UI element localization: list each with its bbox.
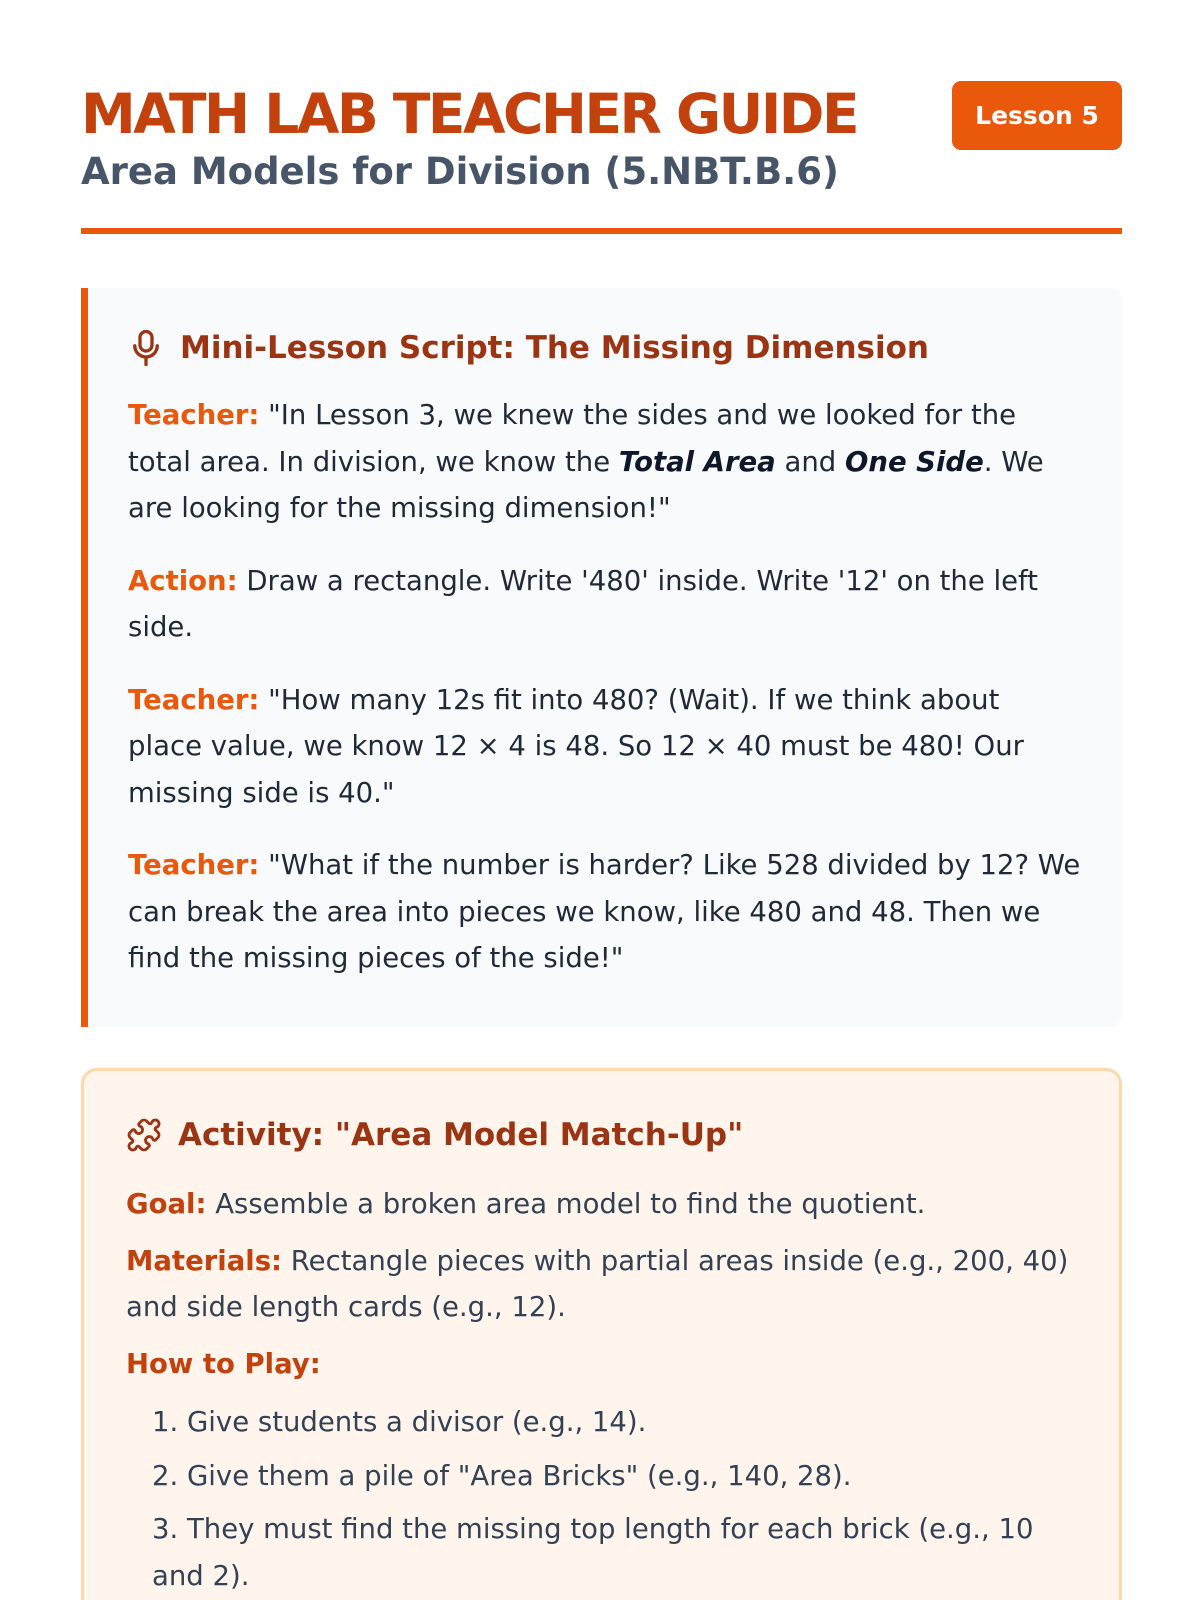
speaker-label: Teacher: — [128, 849, 260, 881]
activity-heading: Activity: "Area Model Match-Up" — [178, 1117, 744, 1153]
script-text: "How many 12s fit into 480? (Wait). If we think about place value, we know 12 × 4 is 48. So 12 × 40 must be 480! Our missing side is 40." — [128, 683, 1024, 809]
emphasis-one-side: One Side — [844, 445, 984, 478]
script-card-header — [128, 324, 1082, 372]
activity-materials — [126, 1238, 1081, 1331]
list-item: 2. Give them a pile of "Area Bricks" (e.g., 140, 28). — [152, 1459, 852, 1492]
goal-label: Goal: — [126, 1188, 207, 1220]
speaker-label: Action: — [128, 564, 238, 597]
script-paragraph-4 — [128, 842, 1082, 982]
list-item: 1. Give students a divisor (e.g., 14). — [152, 1406, 647, 1438]
speaker-label: Teacher: — [128, 399, 260, 431]
script-text: "What if the number is harder? Like 528 divided by 12? We can break the area into pieces we know, like 480 and 48. Then we find the missing pieces of the side!" — [128, 849, 1081, 974]
activity-goal — [126, 1181, 1081, 1228]
script-text: and — [775, 445, 845, 478]
script-text: Draw a rectangle. Write '480' inside. Write '12' on the left side. — [128, 564, 1039, 643]
activity-card-header — [126, 1111, 1081, 1159]
page-title: MATH LAB TEACHER GUIDE — [81, 82, 858, 146]
script-text: "In Lesson 3, we knew the sides and we looked for the total area. In division, we know the — [128, 399, 1017, 478]
script-text: . We are looking for the missing dimension!" — [128, 445, 1044, 524]
speaker-label: Teacher: — [128, 683, 260, 716]
how-to-play-steps — [126, 1399, 1081, 1599]
script-heading: Mini-Lesson Script: The Missing Dimension — [180, 330, 929, 366]
how-to-play-heading: How to Play: — [126, 1347, 321, 1380]
materials-text: Rectangle pieces with partial areas inside (e.g., 200, 40) and side length cards (e.g., 12). — [126, 1244, 1069, 1323]
activity-card — [81, 1068, 1122, 1600]
page-subtitle: Area Models for Division (5.NBT.B.6) — [81, 150, 839, 193]
script-paragraph-2 — [128, 558, 1082, 651]
list-item: 3. They must find the missing top length for each brick (e.g., 10 and 2). — [152, 1513, 1034, 1592]
page-header — [81, 80, 1122, 234]
emphasis-total-area: Total Area — [618, 445, 776, 478]
script-paragraph-1 — [128, 392, 1082, 532]
script-paragraph-3 — [128, 677, 1082, 817]
lesson-badge: Lesson 5 — [952, 81, 1122, 150]
materials-label: Materials: — [126, 1244, 283, 1277]
microphone-icon — [128, 328, 164, 368]
puzzle-icon — [126, 1115, 162, 1155]
goal-text: Assemble a broken area model to find the quotient. — [206, 1188, 926, 1220]
mini-lesson-script-card — [81, 288, 1122, 1027]
